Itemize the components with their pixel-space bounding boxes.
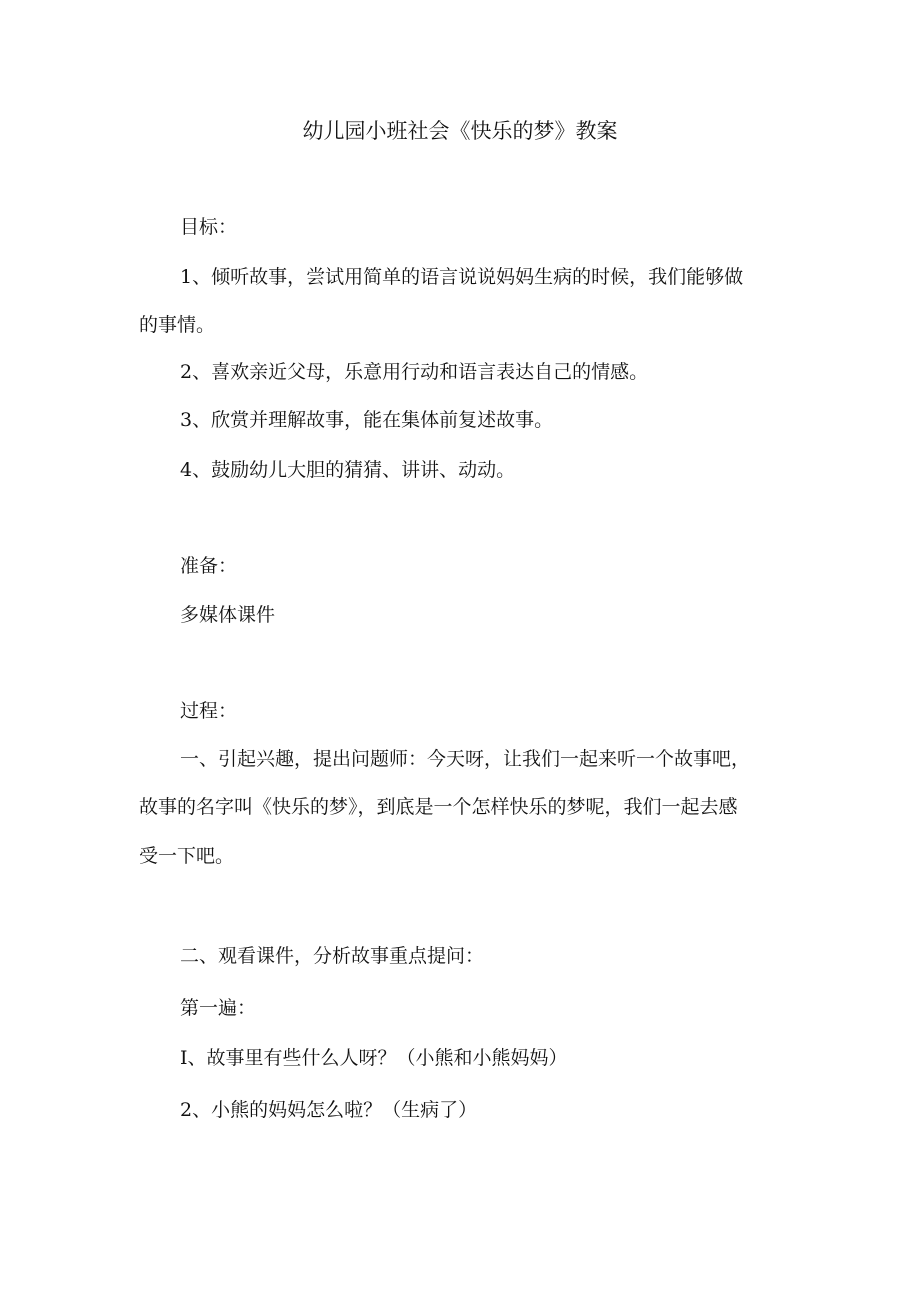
- goals-heading: 目标：: [180, 216, 238, 238]
- goal-item-1-line-1: 1、倾听故事，尝试用简单的语言说说妈妈生病的时候，我们能够做: [180, 266, 744, 288]
- document-title: 幼儿园小班社会《快乐的梦》教案: [302, 119, 618, 143]
- question-2: 2、小熊的妈妈怎么啦？（生病了）: [180, 1099, 478, 1121]
- preparation-content: 多媒体课件: [180, 604, 276, 626]
- question-1: I、故事里有些什么人呀？（小熊和小熊妈妈）: [180, 1047, 568, 1069]
- process-step-2: 二、观看课件，分析故事重点提问：: [180, 945, 485, 967]
- process-heading: 过程：: [180, 700, 238, 722]
- process-step-1-line-1: 一、引起兴趣，提出问题师：今天呀，让我们一起来听一个故事吧，: [180, 748, 751, 770]
- goal-item-2: 2、喜欢亲近父母，乐意用行动和语言表达自己的情感。: [180, 361, 649, 383]
- goal-item-1-line-2: 的事情。: [139, 314, 216, 336]
- goal-item-3: 3、欣赏并理解故事，能在集体前复述故事。: [180, 409, 554, 431]
- goal-item-4: 4、鼓励幼儿大胆的猜猜、讲讲、动动。: [180, 459, 516, 481]
- first-pass-heading: 第一遍：: [180, 997, 257, 1019]
- preparation-heading: 准备：: [180, 555, 238, 577]
- process-step-1-line-3: 受一下吧。: [139, 845, 235, 867]
- process-step-1-line-2: 故事的名字叫《快乐的梦》，到底是一个怎样快乐的梦呢，我们一起去感: [139, 796, 738, 818]
